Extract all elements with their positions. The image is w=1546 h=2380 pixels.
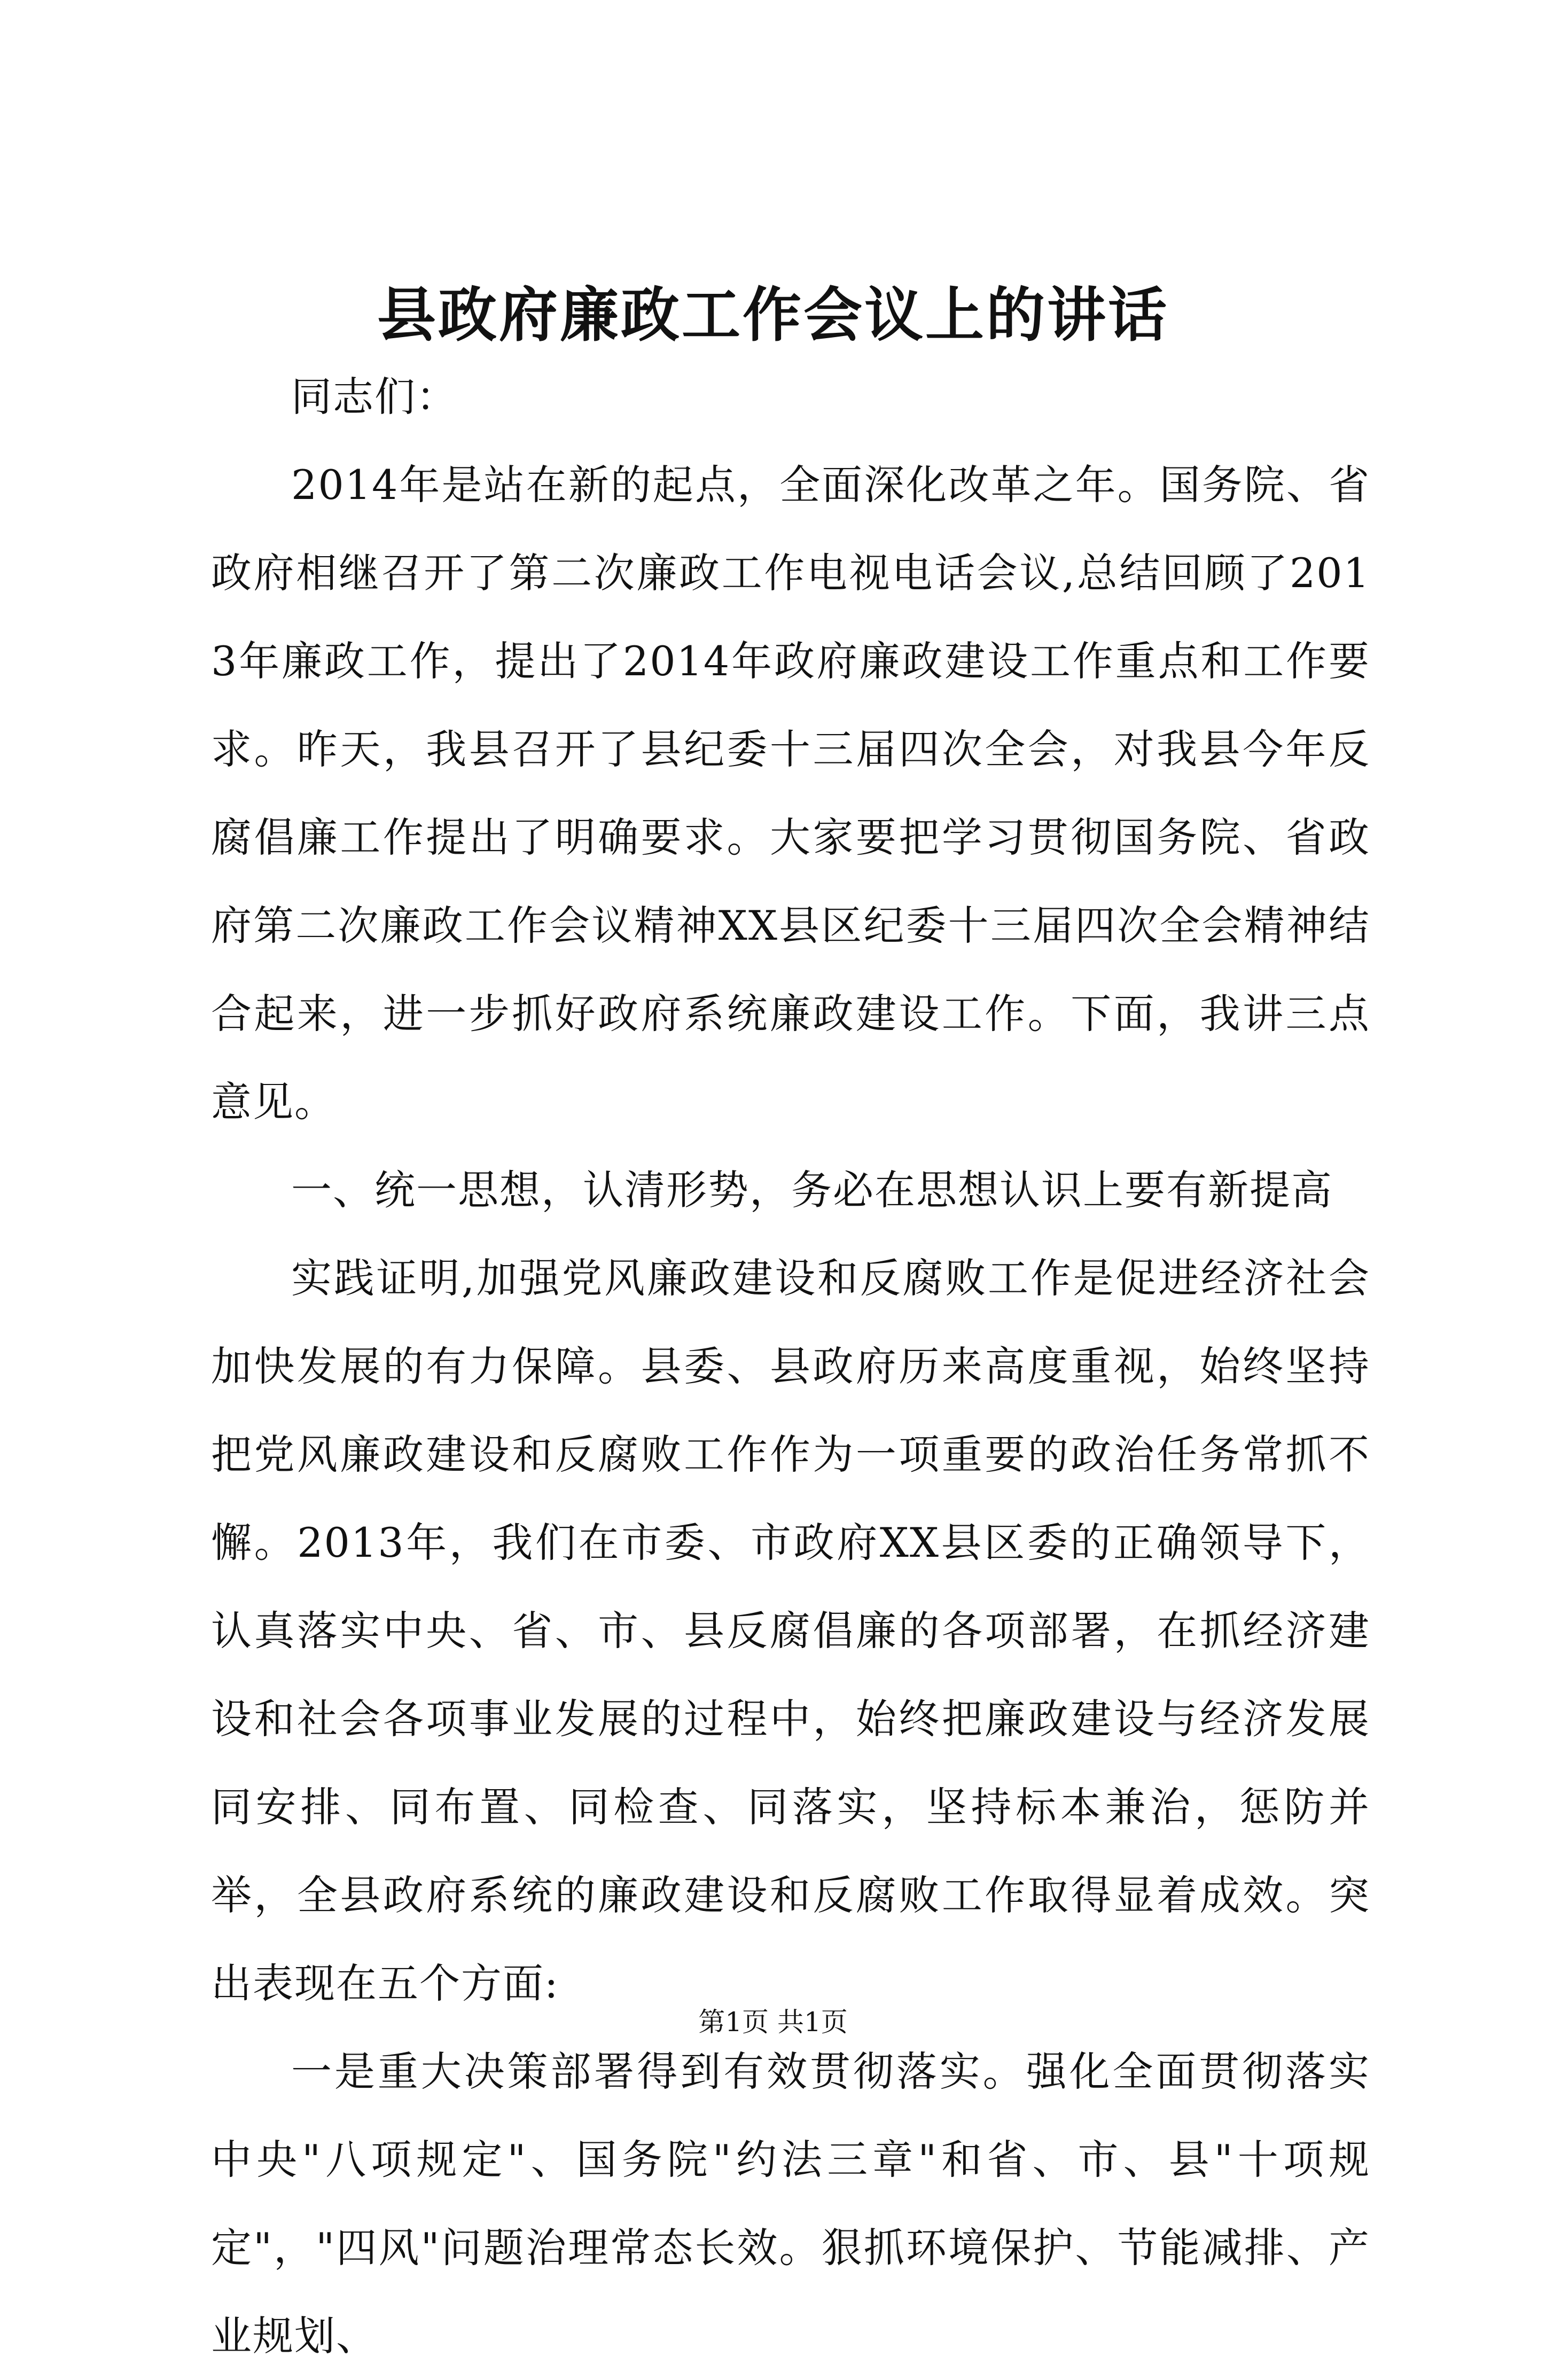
body-paragraph: 实践证明,加强党风廉政建设和反腐败工作是促进经济社会加快发展的有力保障。县委、县政府历来高度重视，始终坚持把党风廉政建设和反腐败工作作为一项重要的政治任务常抓不懈。2013年，我们在市委、市政府XX县区委的正确领导下，认真落实中央、省、市、县反腐倡廉的各项部署，在抓经济建设和社会各项事业发展的过程中，始终把廉政建设与经济发展同安排、同布置、同检查、同落实，坚持标本兼治，惩防并举，全县政府系统的廉政建设和反腐败工作取得显着成效。突出表现在五个方面: [211,1254,1370,2007]
document-body [211,353,1370,2380]
body-paragraph: 一是重大决策部署得到有效贯彻落实。强化全面贯彻落实中央"八项规定"、国务院"约法三章"和省、市、县"十项规定"，"四风"问题治理常态长效。狠抓环境保护、节能减排、产业规划、 [211,2048,1370,2360]
intro-paragraph: 2014年是站在新的起点，全面深化改革之年。国务院、省政府相继召开了第二次廉政工作电视电话会议,总结回顾了2013年廉政工作，提出了2014年政府廉政建设工作重点和工作要求。昨天，我县召开了县纪委十三届四次全会，对我县今年反腐倡廉工作提出了明确要求。大家要把学习贯彻国务院、省政府第二次廉政工作会议精神XX县区纪委十三届四次全会精神结合起来，进一步抓好政府系统廉政建设工作。下面，我讲三点意见。 [211,461,1370,1126]
page-footer: 第1页 共1页 [698,2007,848,2038]
section-heading-one: 一、统一思想，认清形势，务必在思想认识上要有新提高 [291,1166,1333,1214]
document-title: 县政府廉政工作会议上的讲话 [377,280,1169,349]
salutation-paragraph: 同志们： [291,373,458,420]
